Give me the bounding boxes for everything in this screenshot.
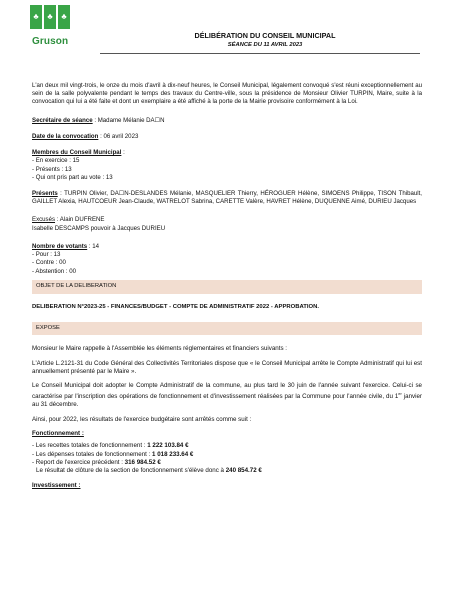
votants-label: Nombre de votants — [32, 242, 88, 250]
depenses-label: - Les dépenses totales de fonctionnement : — [32, 450, 153, 458]
document-header — [0, 0, 450, 62]
secretaire-label: Secrétaire de séance — [32, 116, 93, 124]
p3-text-b: janvier au 31 décembre. — [32, 392, 422, 409]
report-value: 316 984.52 € — [124, 458, 161, 466]
deliberation-title: DELIBERATION N°2023-25 - FINANCES/BUDGET - COMPTE DE ADMINISTRATIF 2022 - APPROBATION. — [32, 303, 319, 310]
membres-line: - Qui ont pris part au vote : 13 — [32, 173, 113, 181]
convocation-value: : 06 avril 2023 — [98, 132, 139, 140]
expose-paragraph-1: Monsieur le Maire rappelle à l'Assemblée les éléments réglementaires et financiers suivants : — [32, 345, 287, 353]
tree-icon: ♣ — [61, 12, 67, 21]
objet-section-bar: OBJET DE LA DELIBERATION — [32, 280, 422, 294]
presents-label: Présents — [32, 189, 58, 197]
votants-line: - Pour : 13 — [32, 251, 61, 259]
page-title: DÉLIBÉRATION DU CONSEIL MUNICIPAL — [194, 31, 336, 40]
presents-text: : TURPIN Olivier, DA☐N-DESLANDES Mélanie, MASQUELIER Thierry, HÉROGUER Hélène, SIMOENS Philippe, TISON Thibault, GAILLET Alexia, HAUTCOEUR Jean-Claude, WATRELOT Sabrina, CARETTE Valère, HAVRET Hélène, DUQUENNE Aimé, DURIEU Jacques — [32, 189, 422, 206]
resultat-line — [32, 467, 422, 475]
logo-text: Gruson — [32, 36, 69, 47]
expose-paragraph-2: L'Article L.2121-31 du Code Général des Collectivités Territoriales dispose que « le Conseil Municipal arrête le Compte Administratif qui lui est annuellement présenté par le Maire ». — [32, 359, 422, 376]
excuses-line — [32, 216, 422, 224]
recettes-value: 1 222 103.84 € — [147, 442, 189, 450]
intro-paragraph: L'an deux mil vingt-trois, le onze du mois d'avril à dix-neuf heures, le Conseil Municipal, légalement convoqué s'est réuni exceptionnellement au sein de la salle polyvalente pendant le temps des travaux du Centre-ville, sous la présidence de Monsieur Olivier TURPIN, Maire, suite à la convocation qui lui a été faite et dont un exemplaire a été affiché à la porte de la Mairie provisoire conformément à la Loi. — [32, 82, 422, 106]
secretaire-line — [32, 117, 422, 125]
logo-bar-left — [30, 5, 42, 29]
secretaire-value: : Madame Mélanie DA☐N — [92, 116, 165, 124]
membres-heading — [32, 149, 422, 157]
page-subtitle: SÉANCE DU 11 AVRIL 2023 — [227, 42, 303, 48]
tree-icon: ♣ — [33, 12, 39, 21]
excuses-line-2: Isabelle DESCAMPS pouvoir à Jacques DURIEU — [32, 224, 166, 232]
votants-value: : 14 — [87, 242, 100, 250]
report-line — [32, 459, 422, 467]
depenses-line — [32, 451, 422, 459]
presents-paragraph — [32, 190, 422, 206]
membres-line: - Présents : 13 — [32, 165, 72, 173]
membres-suffix: : — [121, 149, 125, 157]
fonctionnement-label: Fonctionnement : — [32, 429, 84, 437]
excuses-value: : Alain DUFRENE — [55, 216, 105, 224]
recettes-label: - Les recettes totales de fonctionnement : — [32, 442, 148, 450]
votants-line: - Abstention : 00 — [32, 267, 77, 275]
tree-icon: ♣ — [47, 12, 53, 21]
logo-bar-right — [58, 5, 70, 29]
investissement-label: Investissement : — [32, 481, 81, 489]
votants-heading — [32, 243, 422, 251]
logo-bar-middle — [44, 5, 56, 29]
recettes-line — [32, 442, 422, 450]
expose-paragraph-3 — [32, 382, 422, 409]
convocation-line — [32, 133, 422, 141]
resultat-label: Le résultat de clôture de la section de fonctionnement s'élève donc à — [36, 467, 226, 475]
p3-text-a: Le Conseil Municipal doit adopter le Compte Administratif de la commune, au plus tard le 30 juin de l'année suivant l'exercice. Celui-ci se caractérise par l'inscription des opérations de fonctionnement et d'investissement réalisées par la Commune pour l'année civile, du 1 — [32, 382, 422, 400]
report-label: - Report de l'exercice précédent : — [32, 458, 125, 466]
expose-section-bar: EXPOSE — [32, 322, 422, 336]
gruson-logo — [30, 5, 71, 45]
header-divider — [100, 53, 420, 54]
membres-line: - En exercice : 15 — [32, 157, 80, 165]
depenses-value: 1 018 233.64 € — [152, 450, 194, 458]
votants-line: - Contre : 00 — [32, 259, 66, 267]
p3-sup: er — [398, 390, 402, 396]
membres-label: Membres du Conseil Municipal — [32, 149, 122, 157]
resultat-value: 240 854.72 € — [225, 467, 262, 475]
expose-paragraph-4: Ainsi, pour 2022, les résultats de l'exercice budgétaire sont arrêtés comme suit : — [32, 415, 252, 423]
convocation-label: Date de la convocation — [32, 132, 99, 140]
excuses-label: Excusés — [32, 216, 56, 224]
document-body — [32, 82, 422, 490]
